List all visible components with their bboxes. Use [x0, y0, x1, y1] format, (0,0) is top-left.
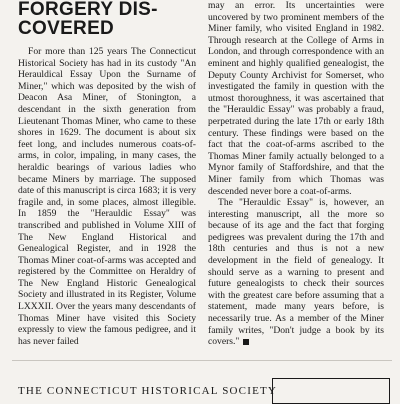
- left-column: [18, 0, 196, 347]
- section-divider: [12, 360, 392, 361]
- paragraph-text: The "Herauldic Essay" is, however, an interesting manuscript, all the more so because of its age and the fact that forging pedigrees was prevalent during the 17th and 18th centuries and thus is not a new development in the field of genealogy. It should serve as a warning to present and future genealogists to check their sources with the greatest care before assuming that a statement, made many years before, is necessarily true. As a member of the Miner family writes, "Don't judge a book by its covers.": [208, 197, 384, 348]
- footer-society-title: THE CONNECTICUT HISTORICAL SOCIETY: [18, 385, 278, 397]
- left-body-text: [18, 46, 196, 347]
- paragraph: For more than 125 years The Connecticut Historical Society has had in its custody "An Herauldical Essay Upon the Surname of Miner," which was deposited by the wish of Deacon Asa Miner, of Stonington, a descendant in the sixth generation from Lieutenant Thomas Miner, who came to these shores in 1629. The document is about six feet long, and includes numerous coats-of-arms, in color, impaling, in many cases, the heraldic bearings of various ladies who became Miners by marriage. The supposed date of this manuscript is circa 1683; it is very fragile and, in some places, almost illegible. In 1859 the "Herauldic Essay" was transcribed and published in Volume XIII of The New England Historical and Genealogical Register, and in 1928 the Thomas Miner coat-of-arms was accepted and registered by the Committee on Heraldry of The New England Historic Genealogical Society and illustrated in its Register, Volume LXXXII. Over the years many descendants of Thomas Miner have visited this Society expressly to view the famous pedigree, and it has never failed: [18, 46, 196, 347]
- end-of-article-mark: [243, 339, 249, 345]
- article-headline: [18, 0, 196, 38]
- paragraph: may an error. Its uncertainties were uncovered by two prominent members of the Miner family, who visited England in 1982. Through research at the College of Arms in London, and through correspondence with an eminent and highly qualified genealogist, the Deputy County Archivist for Somerset, who investigated the family in question with the utmost thoroughness, it was ascertained that the "Herauldic Essay" was probably a fraud, perpetrated during the late 17th or early 18th century. These findings were based on the fact that the coat-of-arms ascribed to the Thomas Miner family actually belonged to a Mynor family of Staffordshire, and that the Miner family from which Thomas was descended never bore a coat-of-arms.: [208, 0, 384, 197]
- right-column: [208, 0, 384, 348]
- footer-box: [272, 378, 390, 404]
- paragraph-final: [208, 197, 384, 348]
- right-body-text: [208, 0, 384, 348]
- headline-line-2: COVERED: [18, 18, 115, 39]
- headline-line-1: FORGERY DIS-: [18, 0, 158, 20]
